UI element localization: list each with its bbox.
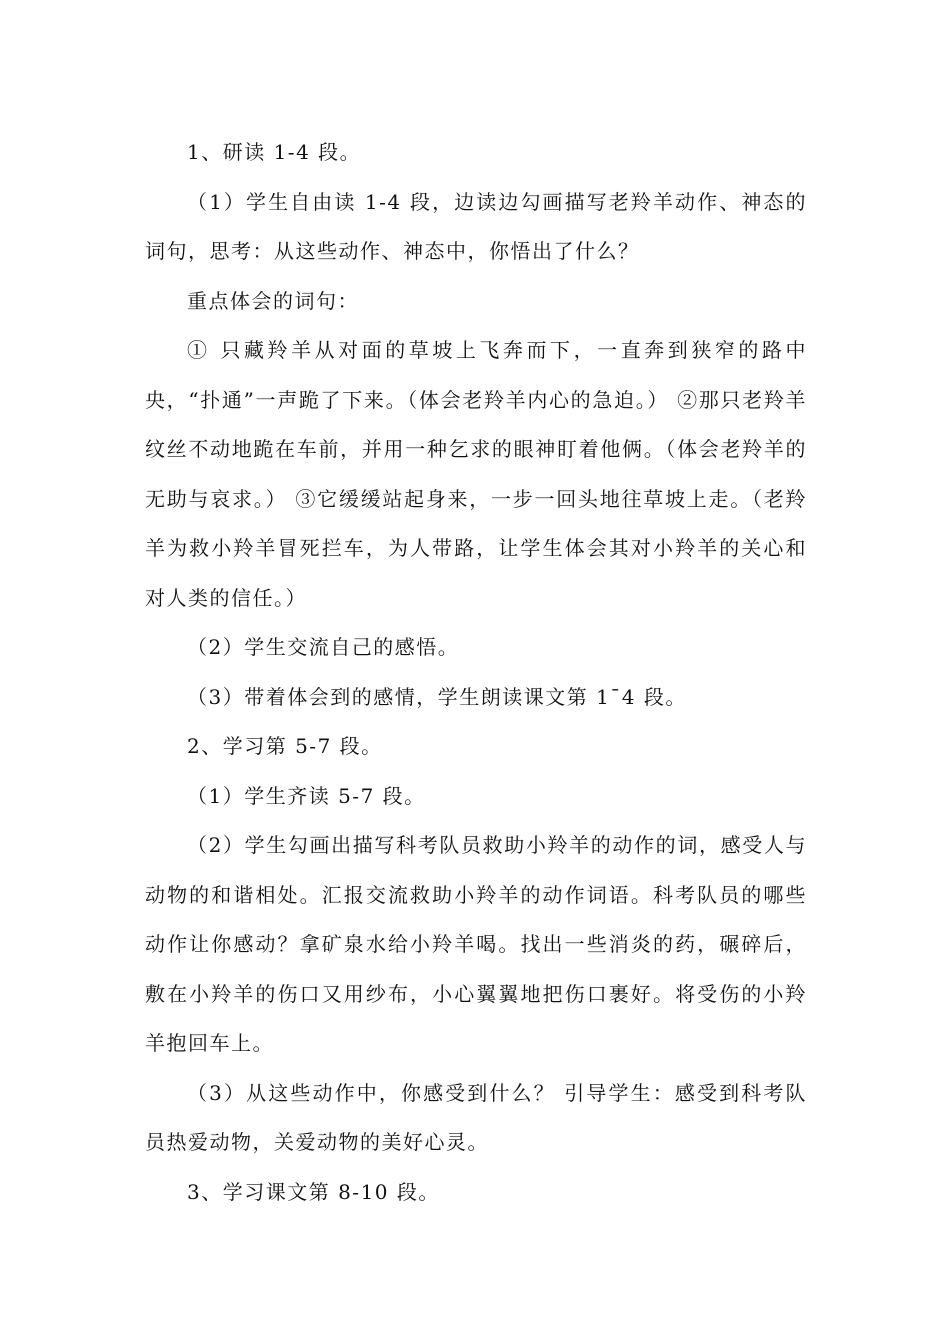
- heading-section-2: 2、学习第 5-7 段。: [187, 734, 383, 758]
- paragraph-key-phrases: ① 只藏羚羊从对面的草坡上飞奔而下，一直奔到狭窄的路中央，“扑通”一声跪了下来。（体会老羚羊内心的急迫。） ②那只老羚羊纹丝不动地跪在车前，并用一种乞求的眼神盯着他俩。（体会老羚羊的无助与哀求。） ③它缓缓站起身来，一步一回头地往草坡上走。（老羚羊为救小羚羊冒死拦车，为人带路，让学生体会其对小羚羊的关心和对人类的信任。）: [145, 338, 807, 610]
- paragraph-step-2-3: （3）从这些动作中，你感受到什么？ 引导学生：感受到科考队员热爱动物，关爱动物的美好心灵。: [145, 1080, 807, 1154]
- heading-section-3: 3、学习课文第 8-10 段。: [187, 1179, 440, 1204]
- paragraph-step-1-3: （3）带着体会到的感情，学生朗读课文第 1¯4 段。: [187, 684, 687, 709]
- document-body: [145, 128, 807, 1217]
- paragraph-step-1-2: （2）学生交流自己的感悟。: [187, 635, 460, 659]
- paragraph-step-2-1: （1）学生齐读 5-7 段。: [187, 783, 426, 808]
- paragraph-step-1-1: （1）学生自由读 1-4 段，边读边勾画描写老羚羊动作、神态的词句，思考：从这些动作、神态中，你悟出了什么？: [145, 189, 807, 263]
- heading-section-1: 1、研读 1-4 段。: [187, 140, 362, 164]
- paragraph-step-2-2: （2）学生勾画出描写科考队员救助小羚羊的动作的词，感受人与动物的和谐相处。汇报交流救助小羚羊的动作词语。科考队员的哪些动作让你感动？拿矿泉水给小羚羊喝。找出一些消炎的药，碾碎后，敷在小羚羊的伤口又用纱布，小心翼翼地把伤口裹好。将受伤的小羚羊抱回车上。: [145, 833, 807, 1055]
- paragraph-key-phrases-label: 重点体会的词句：: [187, 288, 359, 313]
